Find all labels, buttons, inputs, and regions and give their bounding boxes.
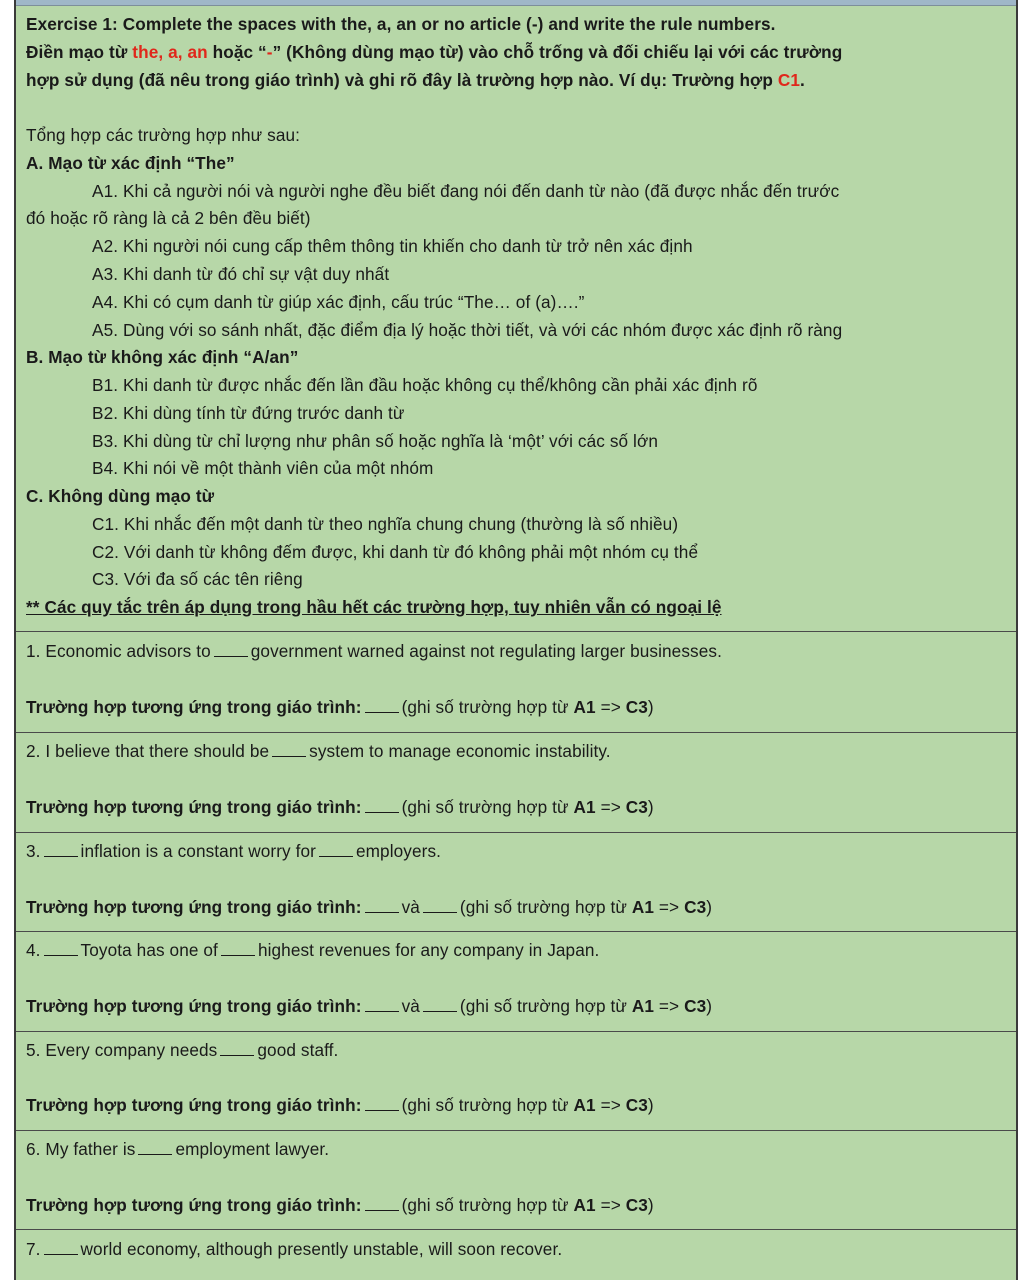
rule-blank[interactable] bbox=[365, 798, 399, 813]
rule-a4: A4. Khi có cụm danh từ giúp xác định, cấu trúc “The… of (a)….” bbox=[92, 292, 585, 312]
section-b-heading: B. Mạo từ không xác định “A/an” bbox=[26, 347, 299, 367]
rule-b1: B1. Khi danh từ được nhắc đến lần đầu hoặc không cụ thể/không cần phải xác định rõ bbox=[92, 375, 758, 395]
divider bbox=[16, 1130, 1016, 1131]
rule-answer-1: Trường hợp tương ứng trong giáo trình: (ghi số trường hợp từ A1 => C3) bbox=[26, 697, 654, 717]
divider bbox=[16, 1031, 1016, 1032]
answer-blank[interactable] bbox=[319, 842, 353, 857]
rule-blank[interactable] bbox=[423, 898, 457, 913]
rule-blank[interactable] bbox=[365, 1096, 399, 1111]
question-7: 7. world economy, although presently unstable, will soon recover. bbox=[26, 1239, 563, 1259]
rule-blank[interactable] bbox=[423, 997, 457, 1012]
answer-blank[interactable] bbox=[221, 941, 255, 956]
rule-blank[interactable] bbox=[365, 698, 399, 713]
intro-example: C1 bbox=[777, 70, 801, 90]
rule-blank[interactable] bbox=[365, 898, 399, 913]
exceptions-note: ** Các quy tắc trên áp dụng trong hầu hết các trường hợp, tuy nhiên vẫn có ngoại lệ bbox=[26, 597, 722, 617]
divider bbox=[16, 931, 1016, 932]
question-3: 3. inflation is a constant worry for employers. bbox=[26, 841, 442, 861]
answer-blank[interactable] bbox=[214, 642, 248, 657]
vi-intro-line2: hợp sử dụng (đã nêu trong giáo trình) và ghi rõ đây là trường hợp nào. Ví dụ: Trường hợp C1. bbox=[26, 70, 805, 90]
rule-c1: C1. Khi nhắc đến một danh từ theo nghĩa chung chung (thường là số nhiều) bbox=[92, 514, 679, 534]
answer-blank[interactable] bbox=[44, 842, 78, 857]
section-a-heading: A. Mạo từ xác định “The” bbox=[26, 153, 235, 173]
question-4: 4. Toyota has one of highest revenues for any company in Japan. bbox=[26, 940, 600, 960]
rule-a1: A1. Khi cả người nói và người nghe đều biết đang nói đến danh từ nào (đã được nhắc đến trước bbox=[92, 181, 840, 201]
answer-blank[interactable] bbox=[220, 1041, 254, 1056]
rule-answer-6: Trường hợp tương ứng trong giáo trình: (ghi số trường hợp từ A1 => C3) bbox=[26, 1195, 654, 1215]
divider bbox=[16, 631, 1016, 632]
rule-a5: A5. Dùng với so sánh nhất, đặc điểm địa lý hoặc thời tiết, và với các nhóm được xác định rõ ràng bbox=[92, 320, 843, 340]
answer-blank[interactable] bbox=[44, 1240, 78, 1255]
question-5: 5. Every company needs good staff. bbox=[26, 1040, 339, 1060]
top-border bbox=[16, 0, 1016, 6]
rule-c3: C3. Với đa số các tên riêng bbox=[92, 569, 303, 589]
rule-blank[interactable] bbox=[365, 1196, 399, 1211]
intro-articles: the, a, an bbox=[132, 42, 208, 62]
rule-a2: A2. Khi người nói cung cấp thêm thông tin khiến cho danh từ trở nên xác định bbox=[92, 236, 693, 256]
question-2: 2. I believe that there should be system to manage economic instability. bbox=[26, 741, 611, 761]
answer-blank[interactable] bbox=[138, 1140, 172, 1155]
rule-answer-3: Trường hợp tương ứng trong giáo trình: và (ghi số trường hợp từ A1 => C3) bbox=[26, 897, 713, 917]
rule-answer-2: Trường hợp tương ứng trong giáo trình: (ghi số trường hợp từ A1 => C3) bbox=[26, 797, 654, 817]
divider bbox=[16, 732, 1016, 733]
rule-answer-5: Trường hợp tương ứng trong giáo trình: (ghi số trường hợp từ A1 => C3) bbox=[26, 1095, 654, 1115]
rule-a3: A3. Khi danh từ đó chỉ sự vật duy nhất bbox=[92, 264, 390, 284]
question-1: 1. Economic advisors to government warned against not regulating larger businesses. bbox=[26, 641, 722, 661]
rule-b3: B3. Khi dùng từ chỉ lượng như phân số hoặc nghĩa là ‘một’ với các số lớn bbox=[92, 431, 658, 451]
worksheet bbox=[14, 0, 1018, 1280]
exercise-title: Exercise 1: Complete the spaces with the, a, an or no article (-) and write the rule numbers. bbox=[26, 14, 776, 34]
rule-answer-4: Trường hợp tương ứng trong giáo trình: và (ghi số trường hợp từ A1 => C3) bbox=[26, 996, 713, 1016]
divider bbox=[16, 1229, 1016, 1230]
rule-c2: C2. Với danh từ không đếm được, khi danh từ đó không phải một nhóm cụ thể bbox=[92, 542, 699, 562]
intro-dash: - bbox=[266, 42, 273, 62]
rule-b4: B4. Khi nói về một thành viên của một nhóm bbox=[92, 458, 434, 478]
question-6: 6. My father is employment lawyer. bbox=[26, 1139, 330, 1159]
summary-title: Tổng hợp các trường hợp như sau: bbox=[26, 125, 301, 145]
divider bbox=[16, 832, 1016, 833]
section-c-heading: C. Không dùng mạo từ bbox=[26, 486, 215, 506]
rule-b2: B2. Khi dùng tính từ đứng trước danh từ bbox=[92, 403, 405, 423]
answer-blank[interactable] bbox=[272, 742, 306, 757]
rule-a1-cont: đó hoặc rõ ràng là cả 2 bên đều biết) bbox=[26, 208, 311, 228]
answer-blank[interactable] bbox=[44, 941, 78, 956]
rule-blank[interactable] bbox=[365, 997, 399, 1012]
vi-intro-line1: Điền mạo từ the, a, an hoặc “-” (Không dùng mạo từ) vào chỗ trống và đối chiếu lại với các trường bbox=[26, 42, 843, 62]
